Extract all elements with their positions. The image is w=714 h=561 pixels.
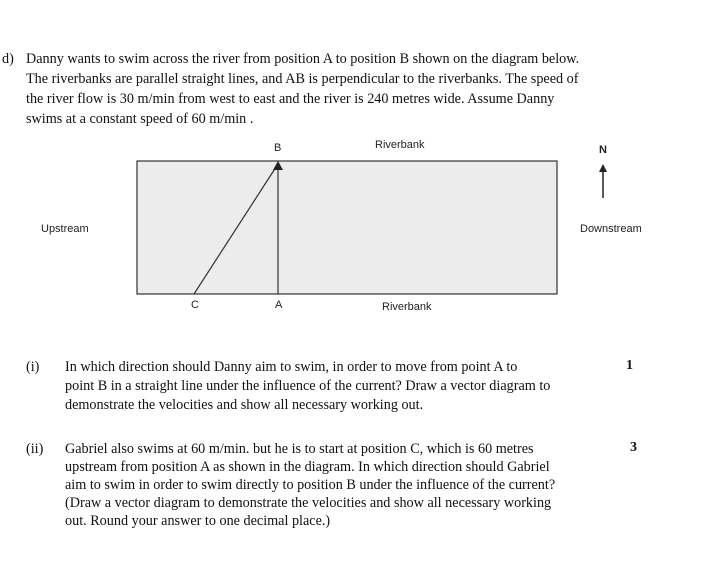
part-i-line-3: demonstrate the velocities and show all necessary working out. [65, 397, 424, 413]
north-label: N [599, 144, 607, 156]
part-i-line-1: In which direction should Danny aim to swim, in order to move from point A to [65, 359, 518, 375]
part-ii-label: (ii) [26, 441, 44, 457]
part-i-marks: 1 [626, 358, 633, 373]
question-line-1: Danny wants to swim across the river from position A to position B shown on the diagram below. [26, 51, 580, 67]
north-arrow-head [599, 164, 607, 172]
part-i-label: (i) [26, 359, 40, 375]
point-b-label: B [274, 142, 282, 154]
part-ii-line-1: Gabriel also swims at 60 m/min. but he is to start at position C, which is 60 metres [65, 441, 534, 457]
part-i-line-2: point B in a straight line under the influence of the current? Draw a vector diagram to [65, 378, 551, 394]
riverbank-top-label: Riverbank [375, 139, 425, 151]
downstream-label: Downstream [580, 223, 642, 235]
part-ii-line-2: upstream from position A as shown in the diagram. In which direction should Gabriel [65, 459, 550, 475]
upstream-label: Upstream [41, 223, 89, 235]
part-ii-marks: 3 [630, 440, 637, 455]
question-line-2: The riverbanks are parallel straight lines, and AB is perpendicular to the riverbanks. The speed of [26, 71, 579, 87]
point-c-label: C [191, 299, 199, 311]
question-line-4: swims at a constant speed of 60 m/min . [26, 111, 254, 127]
part-ii-line-5: out. Round your answer to one decimal place.) [65, 513, 331, 529]
part-ii-line-3: aim to swim in order to swim directly to position B under the influence of the current? [65, 477, 556, 493]
part-ii-line-4: (Draw a vector diagram to demonstrate the velocities and show all necessary working [65, 495, 552, 511]
question-line-3: the river flow is 30 m/min from west to east and the river is 240 metres wide. Assume Danny [26, 91, 555, 107]
point-a-label: A [275, 299, 283, 311]
question-label: d) [2, 51, 14, 67]
riverbank-bottom-label: Riverbank [382, 301, 432, 313]
river-rectangle [137, 161, 557, 294]
